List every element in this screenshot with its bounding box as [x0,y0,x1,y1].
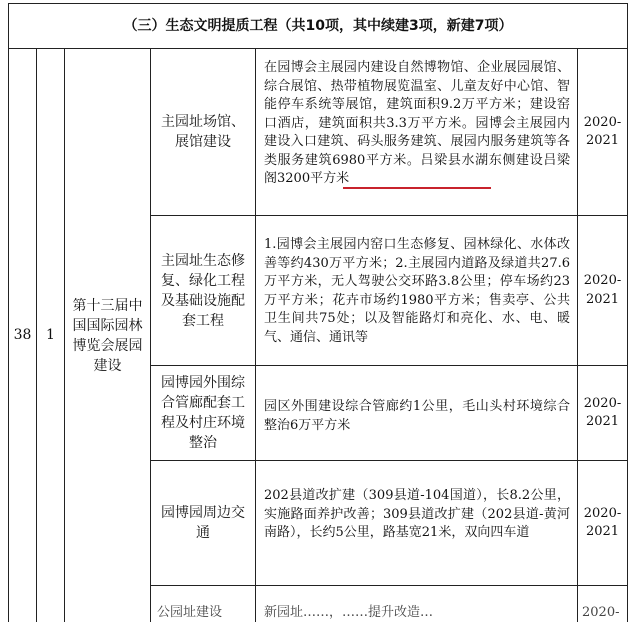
item-period: 2020-2021 [583,505,622,539]
item-content: 新园址……，……提升改造… [264,605,434,620]
item-name: 主园址场馆、展馆建设 [161,114,245,150]
item-content: 202县道改扩建（309县道-104国道），长8.2公里，实施路面养护改善；309县道改扩建（202县道-黄河南路），长约5公里，路基宽21米，双向四车道 [264,488,570,540]
section-title: （三）生态文明提质工程（共10项，其中续建3项，新建7项） [123,17,513,34]
item-name: 园博园外围综合管廊配套工程及村庄环境整治 [161,375,245,451]
item-content-text: 在园博会主展园内建设自然博物馆、企业展园展馆、综合展馆、热带植物展览温室、儿童友好中心馆、智能停车系统等展馆，建筑面积9.2万平方米；建设窑口酒店，建筑面积共3.3万平方米。园博会主展园内建设入口建筑、码头服务建筑、展园内服务建筑等各类服务建筑6980平方米。 [264,60,570,168]
highlighted-text: 吕梁县水湖东侧建设吕梁阁3200平方米 [264,152,570,186]
item-name: 主园址生态修复、绿化工程及基础设施配套工程 [161,252,245,329]
item-period: 2020-2021 [583,395,622,429]
item-period: 2020- [582,605,620,620]
item-content: 1.园博会主展园内窑口生态修复、园林绿化、水体改善等约430万平方米；2.主展园内道路及绿道共27.6万平方米，无人驾驶公交环路3.8公里；停车场约23万平方米；花卉市场约1980平方米；售卖亭、公共卫生间共75处；以及智能路灯和亮化、水、电、暖气、通信、通讯等 [264,237,570,345]
item-period: 2020-2021 [583,114,622,148]
table-rule [150,585,628,586]
sub-sequence-number: 1 [46,327,55,344]
item-name: 公园址建设 [157,605,223,620]
item-name: 园博园周边交通 [161,505,245,541]
project-name: 第十三届中国国际园林博览会展园建设 [72,297,143,374]
sequence-number: 38 [13,327,32,344]
item-period: 2020-2021 [583,273,622,307]
item-content: 园区外围建设综合管廊约1公里，毛山头村环境综合整治6万平方米 [264,399,570,433]
item-content [256,59,577,215]
red-underline [343,187,491,189]
